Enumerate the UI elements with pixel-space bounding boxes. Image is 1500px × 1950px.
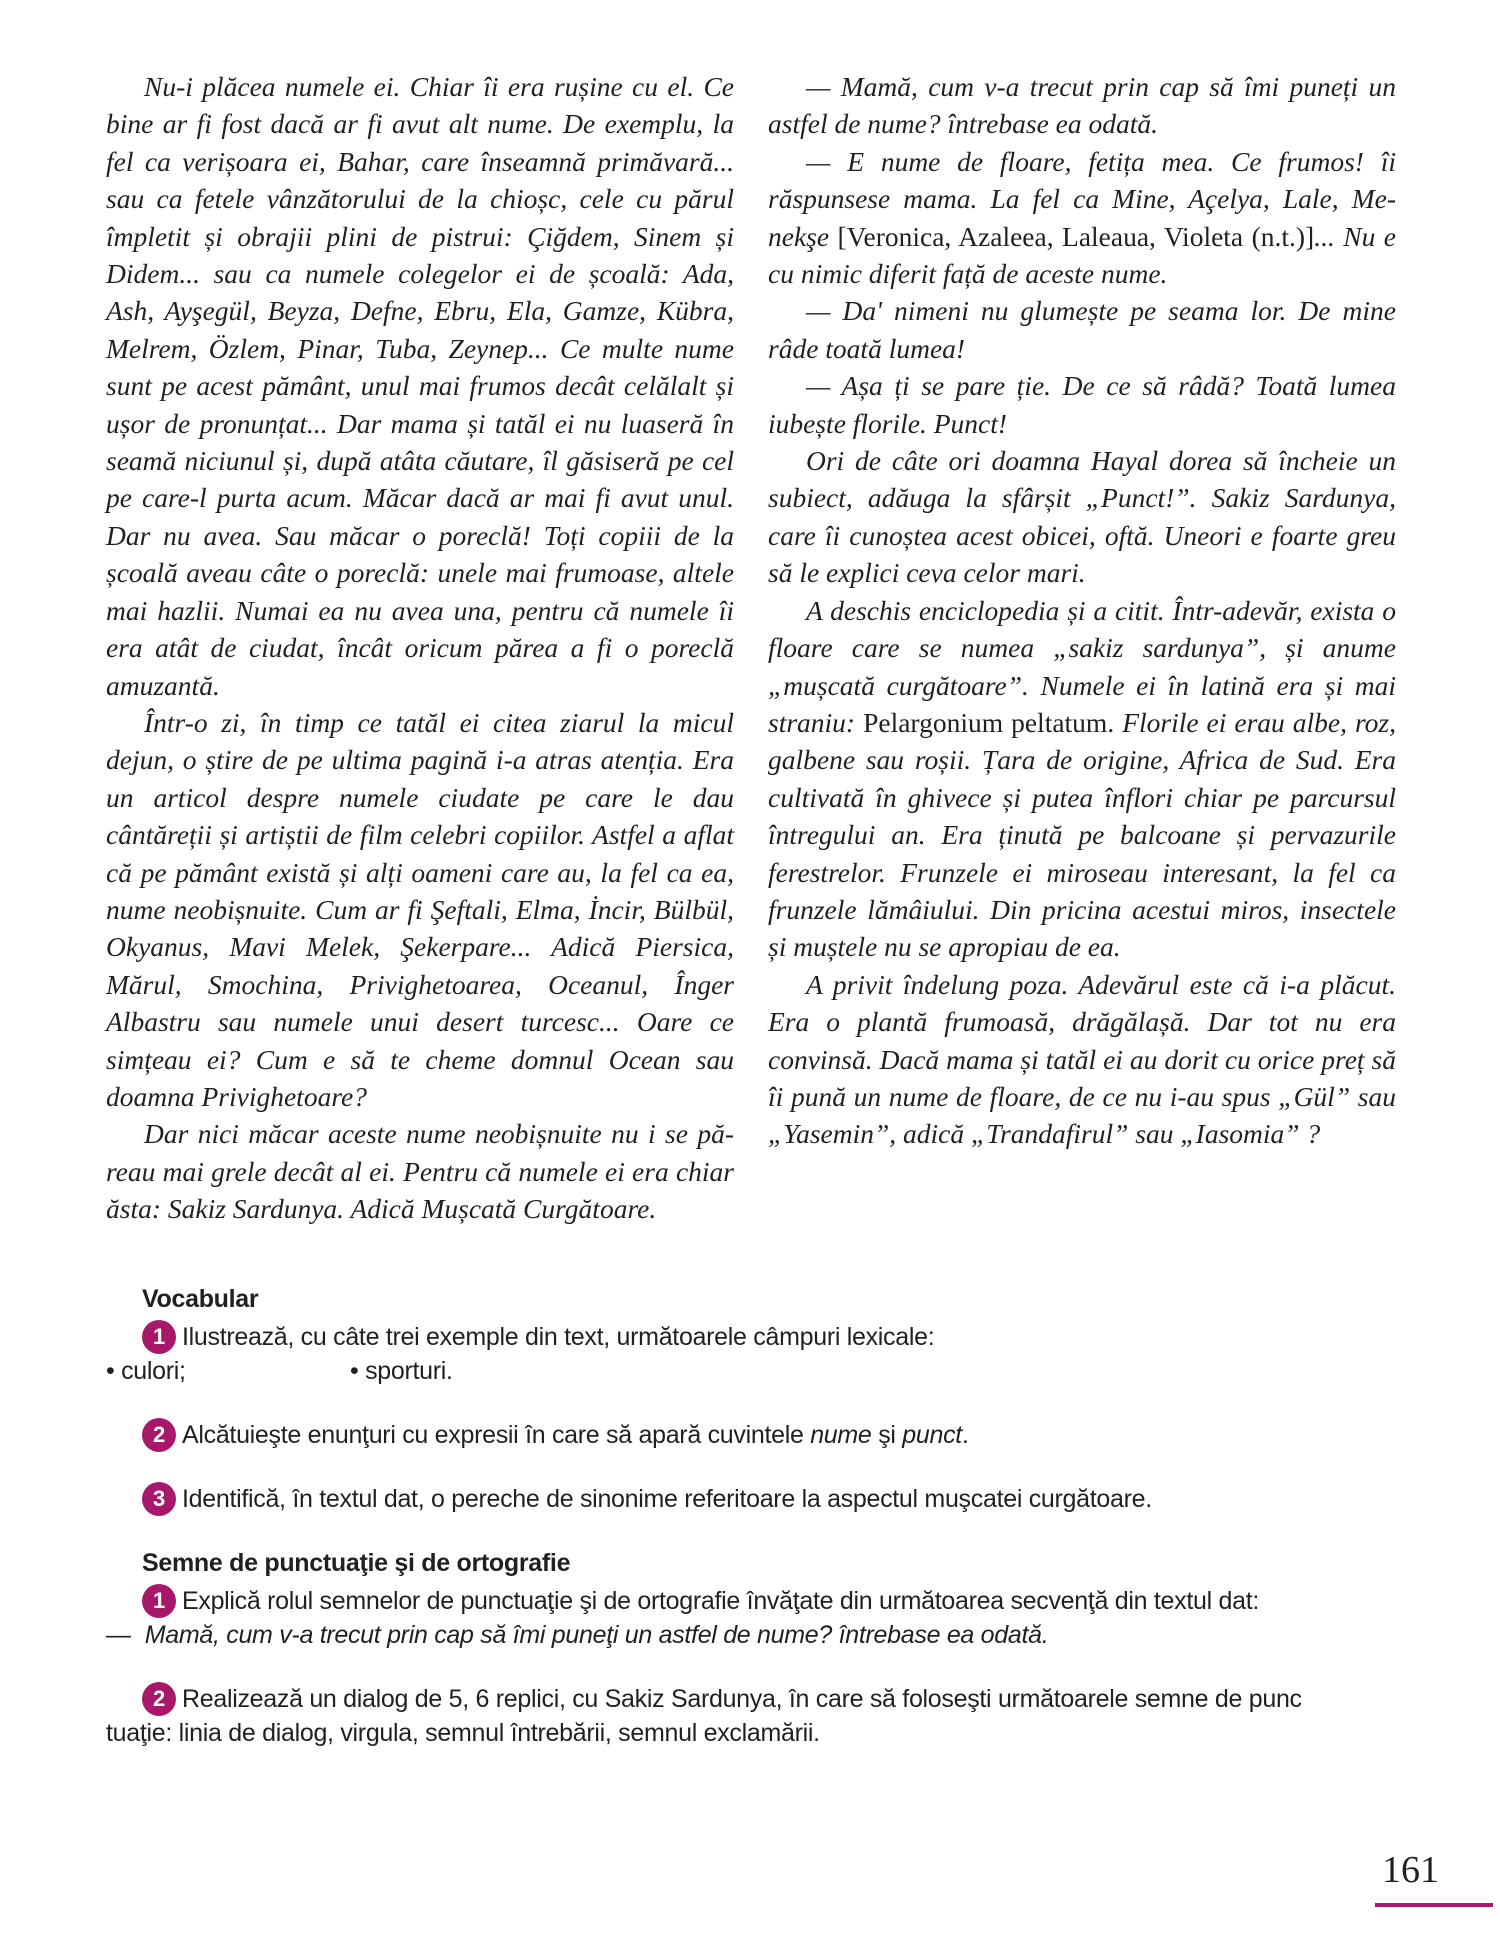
latin-name: Pelargonium peltatum. [863,706,1115,738]
paragraph: — Da' nimeni nu glumește pe seama lor. De mine râde toată lumea! [768,295,1396,364]
quoted-text: Mamă, cum v-a trecut prin cap să îmi puneţi un astfel de nume? întrebase ea odată. [144,1621,1049,1649]
section-heading-punctuatie: Semne de punctuaţie şi de ortografie [142,1549,571,1577]
story-column-right [768,68,1396,1228]
exercise-text: Ilustrează, cu câte trei exemple din text, următoarele câmpuri lexicale: [182,1323,935,1351]
paragraph-text: Florile ei erau albe, roz, galbene sau roșii. Țara de origine, Africa de Sud. Era cultivată în ghivece și putea înflori chiar pe parcursul întregului an. Era ținută pe balcoane și pervazurile ferestrelor. Frunzele ei miroseau interesant, la fel ca frunzele lămâiului. Din pricina acestui miros, insectele și muștele nu se apropiau de ea. [768,706,1396,963]
exercise-text: Realizează un dialog de 5, 6 replici, cu Sakiz Sardunya, în care să foloseşti următoarele semne de punc [182,1685,1302,1713]
paragraph [768,592,1396,966]
paragraph: — Așa ți se pare ție. De ce să râdă? Toată lumea iubește florile. Punct! [768,370,1396,439]
paragraph-text: A deschis enciclopedia și a citit. Într-adevăr, exista o floare care se numea „sakiz sardunya”, și anume „mușcată curgătoare”. Numele ei în latină era și mai straniu: [768,594,1396,738]
exercise-text: şi [871,1421,903,1449]
exercise-number-badge: 2 [142,1682,176,1716]
story-text [106,68,1396,1228]
story-column-left [106,68,734,1228]
exercise-number-badge: 1 [142,1320,176,1354]
paragraph: A privit îndelung poza. Adevărul este că i-a plăcut. Era o plantă frumoasă, drăgălașă. Dar tot nu era convinsă. Dacă mama și tatăl ei au dorit cu orice preț să îi pună un nume de floare, de ce nu i-au spus „Gül” sau „Yasemin”, adică „Trandafirul” sau „Iasomia” ? [768,968,1396,1150]
page-number-underline [1375,1903,1493,1907]
dialog-dash: — [106,1621,131,1649]
exercise-vocabular-2 [142,1418,1396,1452]
keyword: punct [902,1421,962,1449]
exercise-number-badge: 3 [142,1482,176,1516]
bullet-item: • sporturi. [350,1357,453,1385]
exercise-text: tuaţie: linia de dialog, virgula, semnul întrebării, semnul exclamării. [106,1719,820,1747]
translator-note: [Veronica, Azaleea, Laleaua, Violeta (n.t.)] [837,220,1315,252]
exercise-text: Identifică, în textul dat, o pereche de sinonime referitoare la aspectul muşcatei curgătoare. [182,1485,1152,1513]
quoted-dialog-line [106,1618,1396,1652]
paragraph: Într-o zi, în timp ce tatăl ei citea ziarul la micul dejun, o știre de pe ultima pagină i-a atras atenția. Era un articol despre numele ciudate pe care le dau cântăreții și artiștii de film celebri copiilor. Astfel a aflat că pe pământ există și alți oameni care au, la fel ca ea, nume neobișnuite. Cum ar fi Şeftali, Elma, İncir, Bülbül, Okyanus, Mavi Melek, Şekerpare... Adică Piersica, Mărul, Smochina, Privighetoarea, Oceanul, Înger Albastru sau numele unui desert turcesc... Oare ce simțeau ei? Cum e să te cheme domnul Ocean sau doamna Privighetoare? [106,706,734,1112]
exercise-text: Alcătuieşte enunţuri cu expresii în care să apară cuvintele [182,1421,811,1449]
exercise-number-badge: 2 [142,1418,176,1452]
paragraph: — Mamă, cum v-a trecut prin cap să îmi puneți un astfel de nume? întrebase ea odată. [768,71,1396,140]
keyword: nume [810,1421,872,1449]
paragraph: Nu-i plăcea numele ei. Chiar îi era rușine cu el. Ce bine ar fi fost dacă ar fi avut alt nume. De exemplu, la fel ca verișoara ei, Bahar, care înseamnă primăvară... sau ca fetele vânzătorului de la chioșc, cele cu părul împletit și obrajii plini de pistrui: Çiğdem, Sinem și Didem... sau ca numele colegelor ei de școală: Ada, Ash, Ayşegül, Beyza, Defne, Ebru, Ela, Gamze, Kübra, Melrem, Özlem, Pinar, Tuba, Zeynep... Ce multe nume sunt pe acest pământ, unul mai frumos decât celălalt și ușor de pronunțat... Dar mama și tatăl ei nu luaseră în seamă niciunul și, după atâta căutare, îl găsiseră pe cel pe care-l purta acum. Măcar dacă ar mai fi avut unul. Dar nu avea. Sau măcar o poreclă! Toți copiii de la școală aveau câte o poreclă: unele mai frumoase, altele mai hazlii. Numai ea nu avea una, pentru că numele îi era atât de ciudat, încât oricum părea a fi o poreclă amuzantă. [106,71,734,701]
exercise-vocabular-3 [142,1482,1396,1516]
page-number: 161 [1382,1849,1439,1891]
exercise-text: Explică rolul semnelor de punctuaţie şi de ortografie învăţate din următoarea secvenţă din textul dat: [182,1587,1259,1615]
bullet-item: • culori; [106,1357,186,1385]
section-heading-vocabular: Vocabular [142,1285,259,1313]
exercises-section [106,1282,1396,1780]
exercise-punctuatie-1 [106,1584,1396,1652]
exercise-text: . [961,1421,969,1449]
bullet-list [106,1354,1396,1388]
exercise-punctuatie-2 [106,1682,1396,1750]
paragraph-text: — E nume de floare, fetița mea. Ce frumos! îi răspunsese mama. La fel ca Mine, Açelya, Lale, Menekşe [768,145,1396,252]
paragraph-text: ... Nu e cu nimic diferit față de aceste nume. [768,220,1396,290]
paragraph: Ori de câte ori doamna Hayal dorea să încheie un subiect, adăuga la sfârșit „Punct!”. Sakiz Sardunya, care îi cunoștea acest obicei, oftă. Uneori e foarte greu să le explici ceva celor mari. [768,445,1396,589]
exercise-number-badge: 1 [142,1584,176,1618]
paragraph [768,143,1396,293]
exercise-vocabular-1 [106,1320,1396,1388]
paragraph: Dar nici măcar aceste nume neobișnuite nu i se păreau mai grele decât al ei. Pentru că numele ei era chiar ăsta: Sakiz Sardunya. Adică Mușcată Curgătoare. [106,1118,734,1225]
